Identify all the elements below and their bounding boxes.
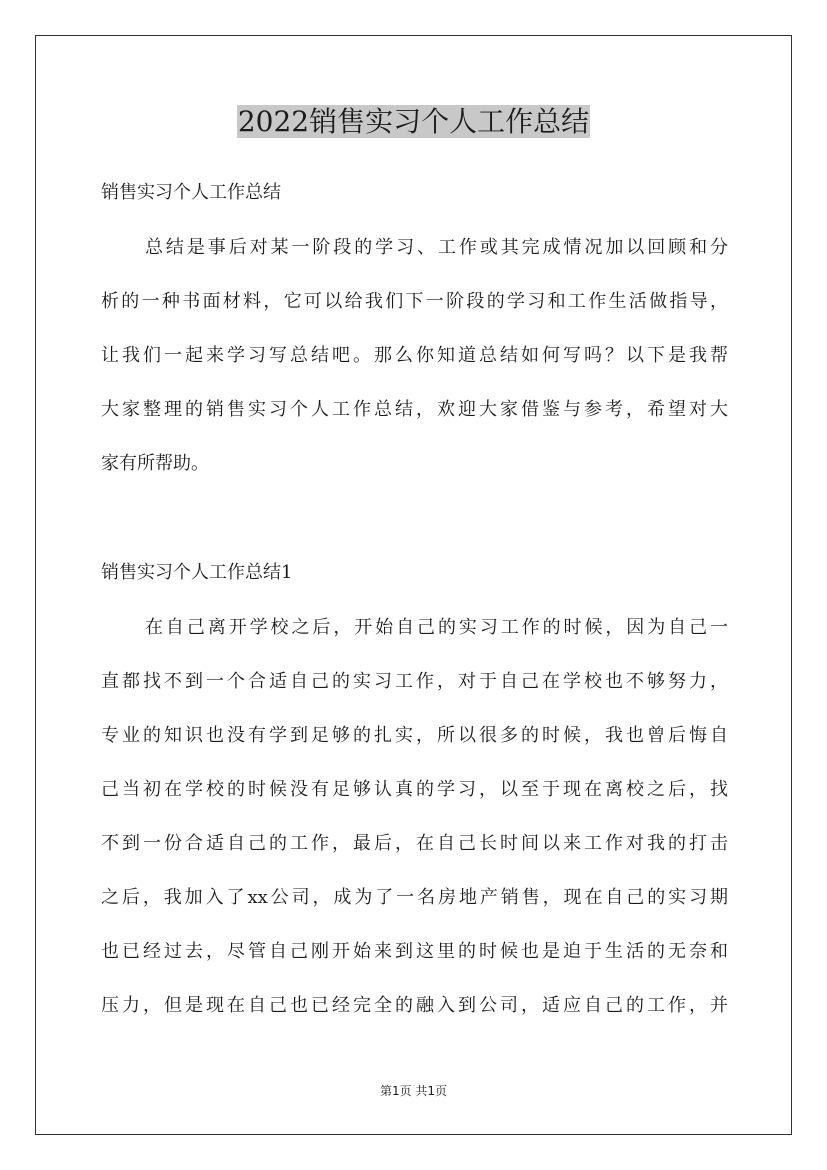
document-title	[0, 102, 827, 142]
section1-line: 压力，但是现在自己也已经完全的融入到公司，适应自己的工作，并	[101, 995, 728, 1016]
intro-line: 总结是事后对某一阶段的学习、工作或其完成情况加以回顾和分	[145, 237, 728, 258]
section1-line: 在自己离开学校之后，开始自己的实习工作的时候，因为自己一	[145, 617, 728, 638]
section1-line: 直都找不到一个合适自己的实习工作，对于自己在学校也不够努力，	[101, 671, 728, 692]
section1-line: 不到一份合适自己的工作，最后，在自己长时间以来工作对我的打击	[101, 833, 728, 854]
intro-line: 大家整理的销售实习个人工作总结，欢迎大家借鉴与参考，希望对大	[101, 399, 728, 420]
section1-line: 之后，我加入了xx公司，成为了一名房地产销售，现在自己的实习期	[101, 887, 728, 908]
section1-line: 己当初在学校的时候没有足够认真的学习，以至于现在离校之后，找	[101, 779, 728, 800]
section1-heading: 销售实习个人工作总结1	[101, 562, 293, 583]
page-footer: 第1页 共1页	[379, 1084, 448, 1098]
intro-line: 析的一种书面材料，它可以给我们下一阶段的学习和工作生活做指导，	[101, 291, 728, 312]
document-title-text: 2022销售实习个人工作总结	[237, 105, 590, 138]
section1-line: 专业的知识也没有学到足够的扎实，所以很多的时候，我也曾后悔自	[101, 725, 728, 746]
section1-line: 也已经过去，尽管自己刚开始来到这里的时候也是迫于生活的无奈和	[101, 941, 728, 962]
section-heading: 销售实习个人工作总结	[101, 182, 281, 203]
intro-line: 让我们一起来学习写总结吧。那么你知道总结如何写吗？以下是我帮	[101, 345, 728, 366]
intro-line: 家有所帮助。	[101, 453, 209, 474]
